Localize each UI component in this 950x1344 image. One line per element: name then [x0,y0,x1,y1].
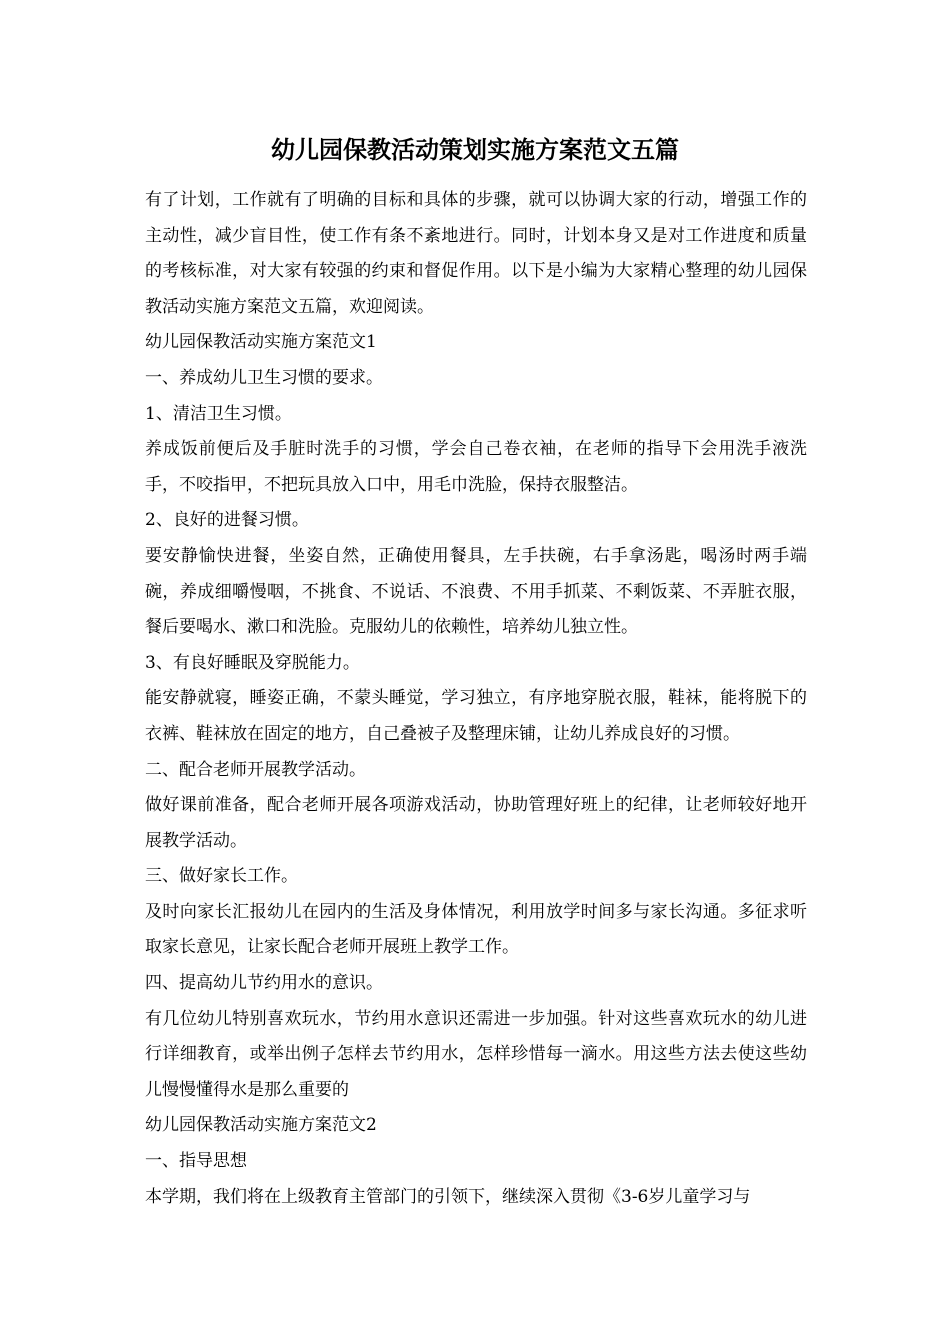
section-heading: 幼儿园保教活动实施方案范文2 [145,1115,377,1136]
body-paragraph: 要安静愉快进餐，坐姿自然，正确使用餐具，左手扶碗，右手拿汤匙，喝汤时两手端碗，养成细嚼慢咽，不挑食、不说话、不浪费、不用手抓菜、不剩饭菜、不弄脏衣服，餐后要喝水、漱口和洗脸。克服幼儿的依赖性，培养幼儿独立性。 [145,545,807,638]
section-heading: 幼儿园保教活动实施方案范文1 [145,332,377,353]
document-body [145,183,807,1215]
body-paragraph: 能安静就寝，睡姿正确，不蒙头睡觉，学习独立，有序地穿脱衣服，鞋袜，能将脱下的衣裤、鞋袜放在固定的地方，自己叠被子及整理床铺，让幼儿养成良好的习惯。 [145,688,807,744]
body-paragraph: 本学期，我们将在上级教育主管部门的引领下，继续深入贯彻《3-6岁儿童学习与 [145,1186,751,1207]
subsection-heading: 三、做好家长工作。 [145,866,298,887]
subsection-heading: 一、指导思想 [145,1151,247,1172]
body-paragraph: 养成饭前便后及手脏时洗手的习惯，学会自己卷衣袖，在老师的指导下会用洗手液洗手，不咬指甲，不把玩具放入口中，用毛巾洗脸，保持衣服整洁。 [145,439,807,495]
item-heading: 1、清洁卫生习惯。 [145,403,292,424]
subsection-heading: 四、提高幼儿节约用水的意识。 [145,973,383,994]
item-heading: 3、有良好睡眠及穿脱能力。 [145,652,360,673]
subsection-heading: 一、养成幼儿卫生习惯的要求。 [145,367,383,388]
intro-paragraph: 有了计划，工作就有了明确的目标和具体的步骤，就可以协调大家的行动，增强工作的主动性，减少盲目性，使工作有条不紊地进行。同时，计划本身又是对工作进度和质量的考核标准，对大家有较强的约束和督促作用。以下是小编为大家精心整理的幼儿园保教活动实施方案范文五篇，欢迎阅读。 [145,190,807,317]
subsection-heading: 二、配合老师开展教学活动。 [145,759,366,780]
body-paragraph: 及时向家长汇报幼儿在园内的生活及身体情况，利用放学时间多与家长沟通。多征求听取家长意见，让家长配合老师开展班上教学工作。 [145,901,807,958]
body-paragraph: 有几位幼儿特别喜欢玩水，节约用水意识还需进一步加强。针对这些喜欢玩水的幼儿进行详细教育，或举出例子怎样去节约用水，怎样珍惜每一滴水。用这些方法去使这些幼儿慢慢懂得水是那么重要的 [145,1008,807,1100]
item-heading: 2、良好的进餐习惯。 [145,510,309,531]
document-title: 幼儿园保教活动策划实施方案范文五篇 [271,135,679,164]
body-paragraph: 做好课前准备，配合老师开展各项游戏活动，协助管理好班上的纪律，让老师较好地开展教学活动。 [145,795,807,851]
